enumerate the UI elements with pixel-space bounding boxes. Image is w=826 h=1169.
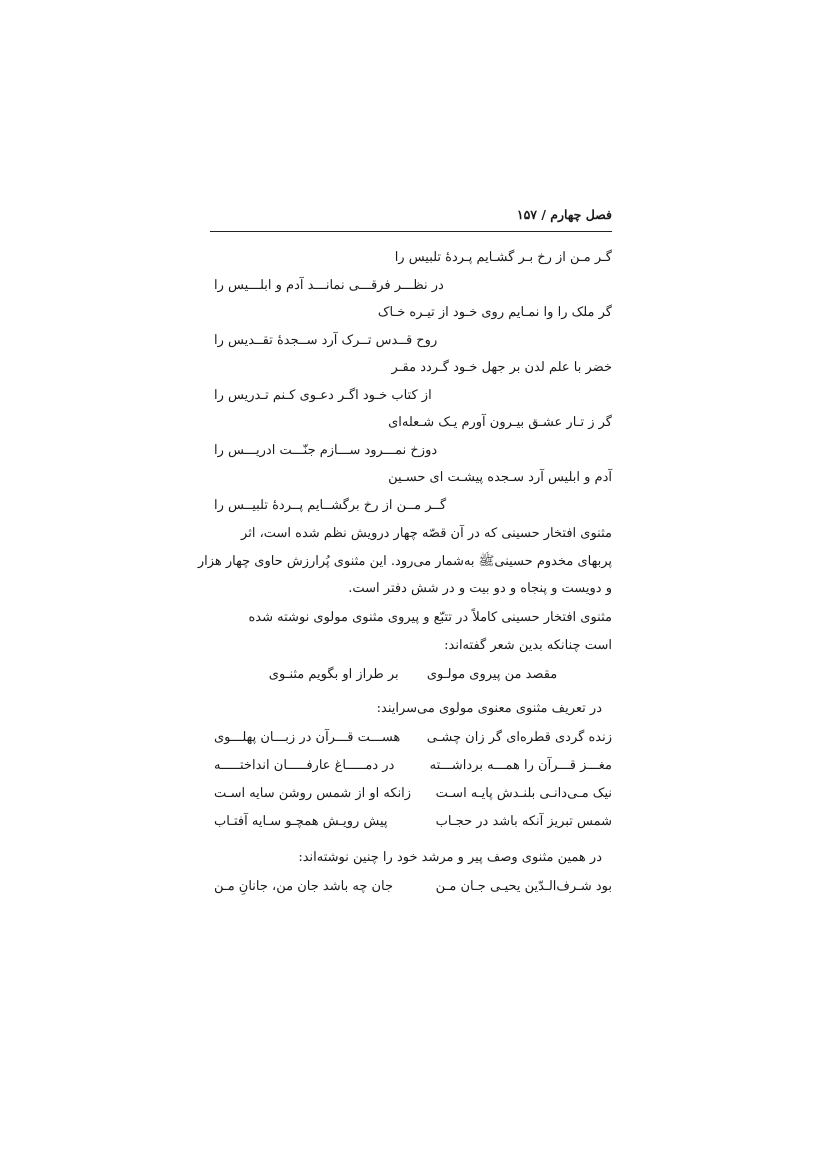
hemistich-left: در دمـــــاغ عارفـــــان انداختـــــه [214, 758, 395, 773]
hemistich-right: نیک مـی‌دانـی بلنـدش پایـه اسـت [435, 786, 612, 801]
hemistich-right: شمس تبریز آنکه باشد در حجـاب [435, 814, 612, 829]
verse-line: گر ز تـار عشـق بیـرون آورم یـک شـعله‌ای [388, 415, 612, 430]
verse-line: آدم و ابلیس آرد سـجده پیشـت ای حسـین [388, 470, 612, 485]
paragraph-line: پربهای مخدوم حسینیﷺ به‌شمار می‌رود. این مثنوی پُرارزش حاوی چهار هزار [197, 554, 612, 569]
hemistich-right: بود شـرف‌الـدّین یحیـی جـان مـن [435, 879, 612, 894]
hemistich-left: زانکه او از شمس روشن سایه اسـت [214, 786, 412, 801]
couplet-hemistich-right: مقصد من پیروی مولـوی [426, 667, 558, 682]
verse-line: گـر مـن از رخ بـر گشـایم پـردهٔ تلبیس را [394, 250, 612, 265]
intro-line: در همین مثنوی وصف پیر و مرشد خود را چنین نوشته‌اند: [298, 850, 602, 865]
couplet-hemistich-left: بر طراز او بگویم مثنـوی [268, 667, 399, 682]
paragraph-line: مثنوی افتخار حسینی کاملاً در تتبّع و پیروی مثنوی مولوی نوشته شده [248, 610, 612, 625]
paragraph-line: و دویست و پنجاه و دو بیت و در شش دفتر است. [348, 581, 612, 596]
verse-line: در نظـــر فرقـــی نمانـــد آدم و ابلـــیس را [214, 278, 444, 293]
verse-line: گر ملک را وا نمـایم روی خـود از تیـره خـاک [377, 305, 612, 320]
hemistich-right: زنده گردی قطره‌ای گر زان چشـی [426, 730, 612, 745]
verse-line: دوزخ نمـــرود ســـازم جنّـــت ادریـــس را [214, 443, 438, 458]
hemistich-left: هســـت قـــرآن در زبـــان پهلـــوی [214, 730, 401, 745]
chapter-page-title: فصل چهارم / ۱۵۷ [516, 207, 612, 222]
paragraph-line: مثنوی افتخار حسینی که در آن قصّه چهار درویش نظم شده است، اثر [241, 526, 612, 541]
hemistich-right: مغـــز قـــرآن را همـــه برداشـــته [429, 758, 612, 773]
verse-line: روح قــدس تــرک آرد ســجدهٔ تقــدیس را [214, 333, 438, 348]
hemistich-left: پیش رویـش همچـو سـایه آفتـاب [214, 814, 388, 829]
paragraph-line: است چنانکه بدین شعر گفته‌اند: [444, 638, 612, 653]
page-header [210, 205, 612, 232]
verse-line: از کتاب خـود اگـر دعـوی کـنم تـدریس را [214, 388, 432, 403]
intro-line: در تعریف مثنوی معنوی مولوی می‌سرایند: [376, 701, 602, 716]
hemistich-left: جان چه باشد جان من، جانانِ مـن [214, 879, 394, 894]
couplet [0, 666, 826, 684]
verse-line: گــر مــن از رخ برگشــایم پــردهٔ تلبیــس را [214, 498, 447, 513]
verse-line: خضر با علم لدن بر جهل خـود گـردد مقـر [391, 360, 612, 375]
